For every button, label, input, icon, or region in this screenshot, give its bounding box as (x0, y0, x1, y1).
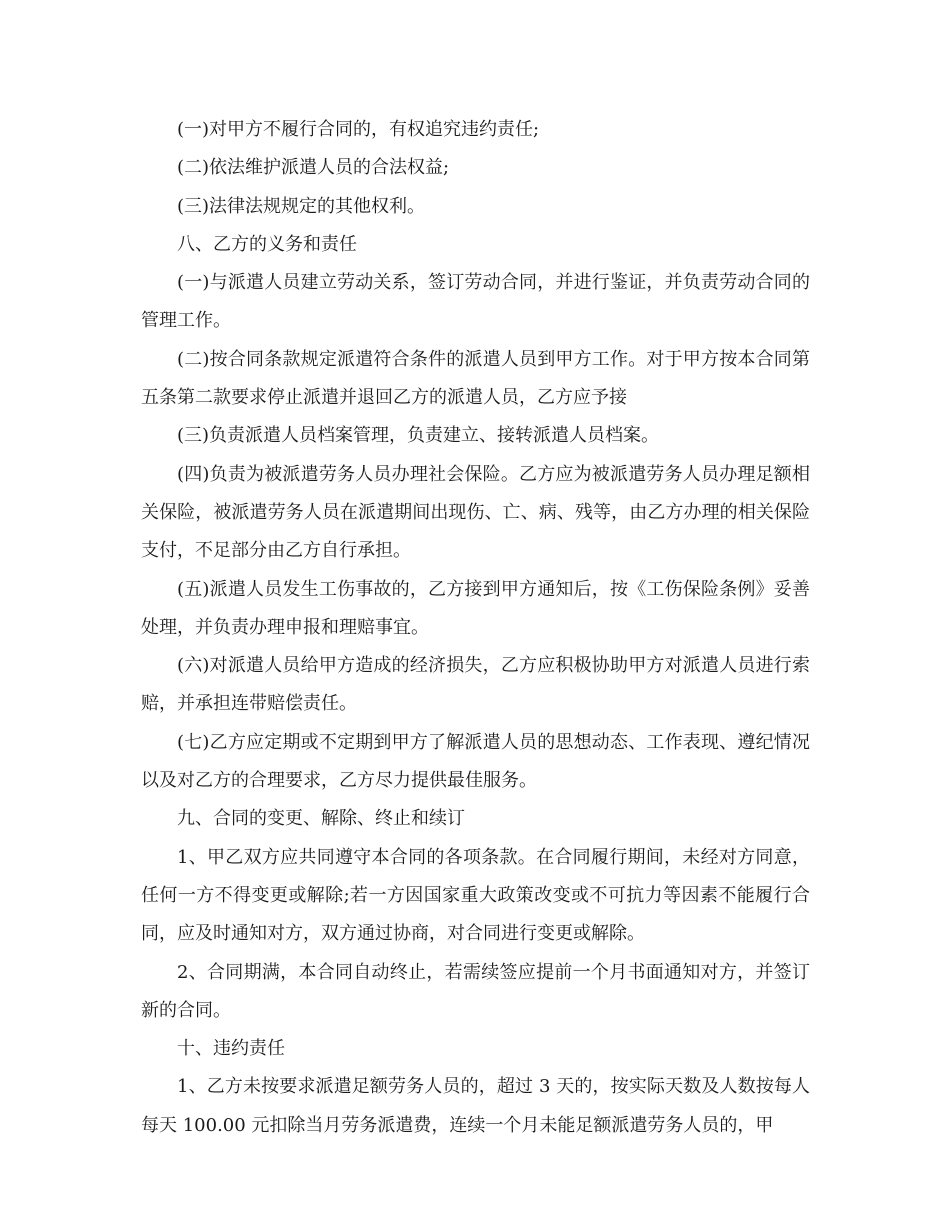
paragraph-obligation-6: (六)对派遣人员给甲方造成的经济损失，乙方应积极协助甲方对派遣人员进行索赔，并承担连带赔偿责任。 (141, 655, 810, 715)
section-heading-10: 十、违约责任 (177, 1038, 285, 1060)
paragraph-right-1: (一)对甲方不履行合同的，有权追究违约责任; (177, 119, 540, 140)
section-heading-8: 八、乙方的义务和责任 (177, 233, 357, 255)
paragraph-breach-1: 1、乙方未按要求派遣足额劳务人员的，超过 3 天的，按实际天数及人数按每人每天 100.00 元扣除当月劳务派遣费，连续一个月未能足额派遣劳务人员的，甲 (141, 1076, 810, 1136)
section-heading-9: 九、合同的变更、解除、终止和续订 (177, 808, 465, 830)
paragraph-obligation-2: (二)按合同条款规定派遣符合条件的派遣人员到甲方工作。对于甲方按本合同第五条第二款要求停止派遣并退回乙方的派遣人员，乙方应予接 (141, 348, 810, 409)
paragraph-right-2: (二)依法维护派遣人员的合法权益; (177, 157, 450, 179)
paragraph-obligation-3: (三)负责派遣人员档案管理，负责建立、接转派遣人员档案。 (177, 425, 660, 447)
paragraph-right-3: (三)法律法规规定的其他权利。 (177, 195, 426, 217)
document-page (141, 111, 810, 1145)
paragraph-obligation-7: (七)乙方应定期或不定期到甲方了解派遣人员的思想动态、工作表现、遵纪情况以及对乙方的合理要求，乙方尽力提供最佳服务。 (141, 731, 810, 792)
paragraph-change-1: 1、甲乙双方应共同遵守本合同的各项条款。在合同履行期间，未经对方同意，任何一方不得变更或解除;若一方因国家重大政策改变或不可抗力等因素不能履行合同，应及时通知对方，双方通过协商，对合同进行变更或解除。 (141, 846, 810, 945)
paragraph-obligation-4: (四)负责为被派遣劳务人员办理社会保险。乙方应为被派遣劳务人员办理足额相关保险，被派遣劳务人员在派遣期间出现伤、亡、病、残等，由乙方办理的相关保险支付，不足部分由乙方自行承担。 (141, 463, 810, 562)
paragraph-obligation-5: (五)派遣人员发生工伤事故的，乙方接到甲方通知后，按《工伤保险条例》妥善处理，并负责办理申报和理赔事宜。 (141, 578, 810, 638)
paragraph-change-2: 2、合同期满，本合同自动终止，若需续签应提前一个月书面通知对方，并签订新的合同。 (141, 961, 810, 1021)
paragraph-obligation-1: (一)与派遣人员建立劳动关系，签订劳动合同，并进行鉴证，并负责劳动合同的管理工作。 (141, 272, 810, 332)
